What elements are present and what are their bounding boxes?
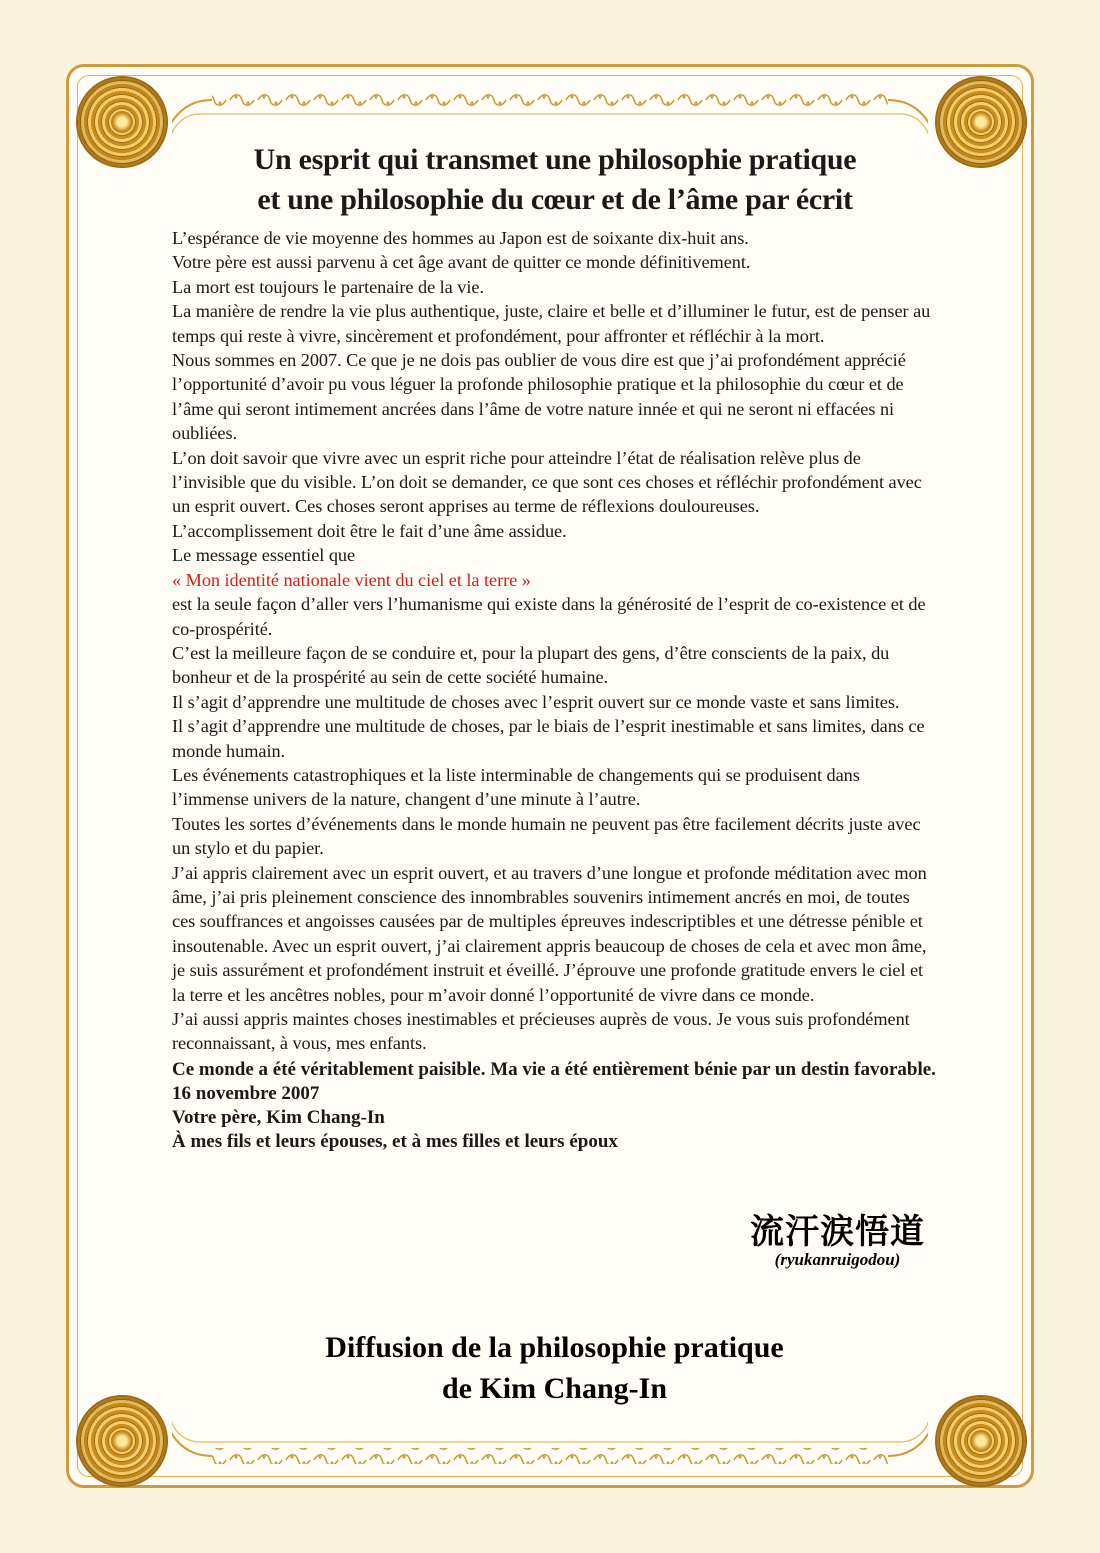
seal-romaji: (ryukanruigodou) <box>774 1250 901 1269</box>
page-title <box>160 140 950 220</box>
paragraph: J’ai appris clairement avec un esprit ouvert, et au travers d’une longue et profonde méditation avec mon âme, j’ai pris pleinement conscience des innombrables souvenirs intimement ancrés en moi, de toutes ces souffrances et angoisses causées par de multiples épreuves indescriptibles et une détresse pénible et insoutenable. Avec un esprit ouvert, j’ai clairement appris beaucoup de choses de cela et avec mon âme, je suis assurément et profondément instruit et éveillé. J’éprouve une profonde gratitude envers le ciel et la terre et les ancêtres nobles, pour m’avoir donné l’opportunité de vivre dans ce monde. <box>172 862 927 1005</box>
medallion-bottom-left-icon <box>78 1397 166 1485</box>
letter-body <box>172 226 937 1056</box>
paragraph: La manière de rendre la vie plus authentique, juste, claire et belle et d’illuminer le futur, est de penser au temps qui reste à vivre, sincèrement et profondément, pour affronter et réfléchir à la mort. <box>172 301 931 346</box>
paragraph: La mort est toujours le partenaire de la vie. <box>172 276 484 297</box>
highlight-quote: « Mon identité nationale vient du ciel et la terre » <box>172 569 531 590</box>
title-line-2: et une philosophie du cœur et de l’âme par écrit <box>257 183 853 216</box>
closing-statement: Ce monde a été véritablement paisible. Ma vie a été entièrement bénie par un destin favorable. <box>172 1058 936 1080</box>
paragraph: L’accomplissement doit être le fait d’une âme assidue. <box>172 520 567 541</box>
medallion-bottom-right-icon <box>937 1397 1025 1485</box>
paragraph: Nous sommes en 2007. Ce que je ne dois pas oublier de vous dire est que j’ai profondément apprécié l’opportunité d’avoir pu vous léguer la profonde philosophie pratique et la philosophie du cœur et de l’âme qui seront intimement ancrées dans l’âme de votre nature innée et qui ne seront ni effacées ni oubliées. <box>172 350 906 444</box>
paragraph: J’ai aussi appris maintes choses inestimables et précieuses auprès de vous. Je vous suis profondément reconnaissant, à vous, mes enfants. <box>172 1009 910 1054</box>
paragraph: L’espérance de vie moyenne des hommes au Japon est de soixante dix-huit ans. <box>172 228 749 248</box>
paragraph: Il s’agit d’apprendre une multitude de choses avec l’esprit ouvert sur ce monde vaste et sans limites. <box>172 691 900 712</box>
paragraph: C’est la meilleure façon de se conduire et, pour la plupart des gens, d’être conscients de la paix, du bonheur et de la prospérité au sein de cette société humaine. <box>172 642 890 688</box>
paragraph: Il s’agit d’apprendre une multitude de choses, par le biais de l’esprit inestimable et sans limites, dans ce monde humain. <box>172 716 925 761</box>
medallion-top-right-icon <box>937 78 1025 166</box>
paragraph: Les événements catastrophiques et la liste interminable de changements qui se produisent dans l’immense univers de la nature, changent d’une minute à l’autre. <box>172 764 860 810</box>
paragraph: Le message essentiel que <box>172 545 356 566</box>
letter-content <box>172 140 937 1154</box>
closing-dedication: À mes fils et leurs épouses, et à mes filles et leurs époux <box>172 1130 618 1152</box>
closing-date: 16 novembre 2007 <box>172 1082 320 1104</box>
footer-line-2: de Kim Chang-In <box>441 1372 668 1405</box>
paragraph: Votre père est aussi parvenu à cet âge avant de quitter ce monde définitivement. <box>172 252 751 273</box>
closing-signature: Votre père, Kim Chang-In <box>172 1106 385 1128</box>
footer-title <box>172 1327 937 1409</box>
paragraph: L’on doit savoir que vivre avec un esprit riche pour atteindre l’état de réalisation relève plus de l’invisible que du visible. L’on doit se demander, ce que sont ces choses et réfléchir profondément avec un esprit ouvert. Ces choses seront apprises au terme de réflexions douloureuses. <box>172 447 922 517</box>
seal-block <box>745 1213 930 1269</box>
seal-kanji: 流汗涙悟道 <box>750 1212 925 1252</box>
title-line-1: Un esprit qui transmet une philosophie pratique <box>253 143 857 176</box>
paragraph: Toutes les sortes d’événements dans le monde humain ne peuvent pas être facilement décrits juste avec un stylo et du papier. <box>172 813 921 859</box>
paragraph: est la seule façon d’aller vers l’humanisme qui existe dans la générosité de l’esprit de co-existence et de co-prospérité. <box>172 594 926 639</box>
footer-line-1: Diffusion de la philosophie pratique <box>325 1331 784 1364</box>
medallion-top-left-icon <box>78 78 166 166</box>
closing-block <box>172 1058 937 1154</box>
